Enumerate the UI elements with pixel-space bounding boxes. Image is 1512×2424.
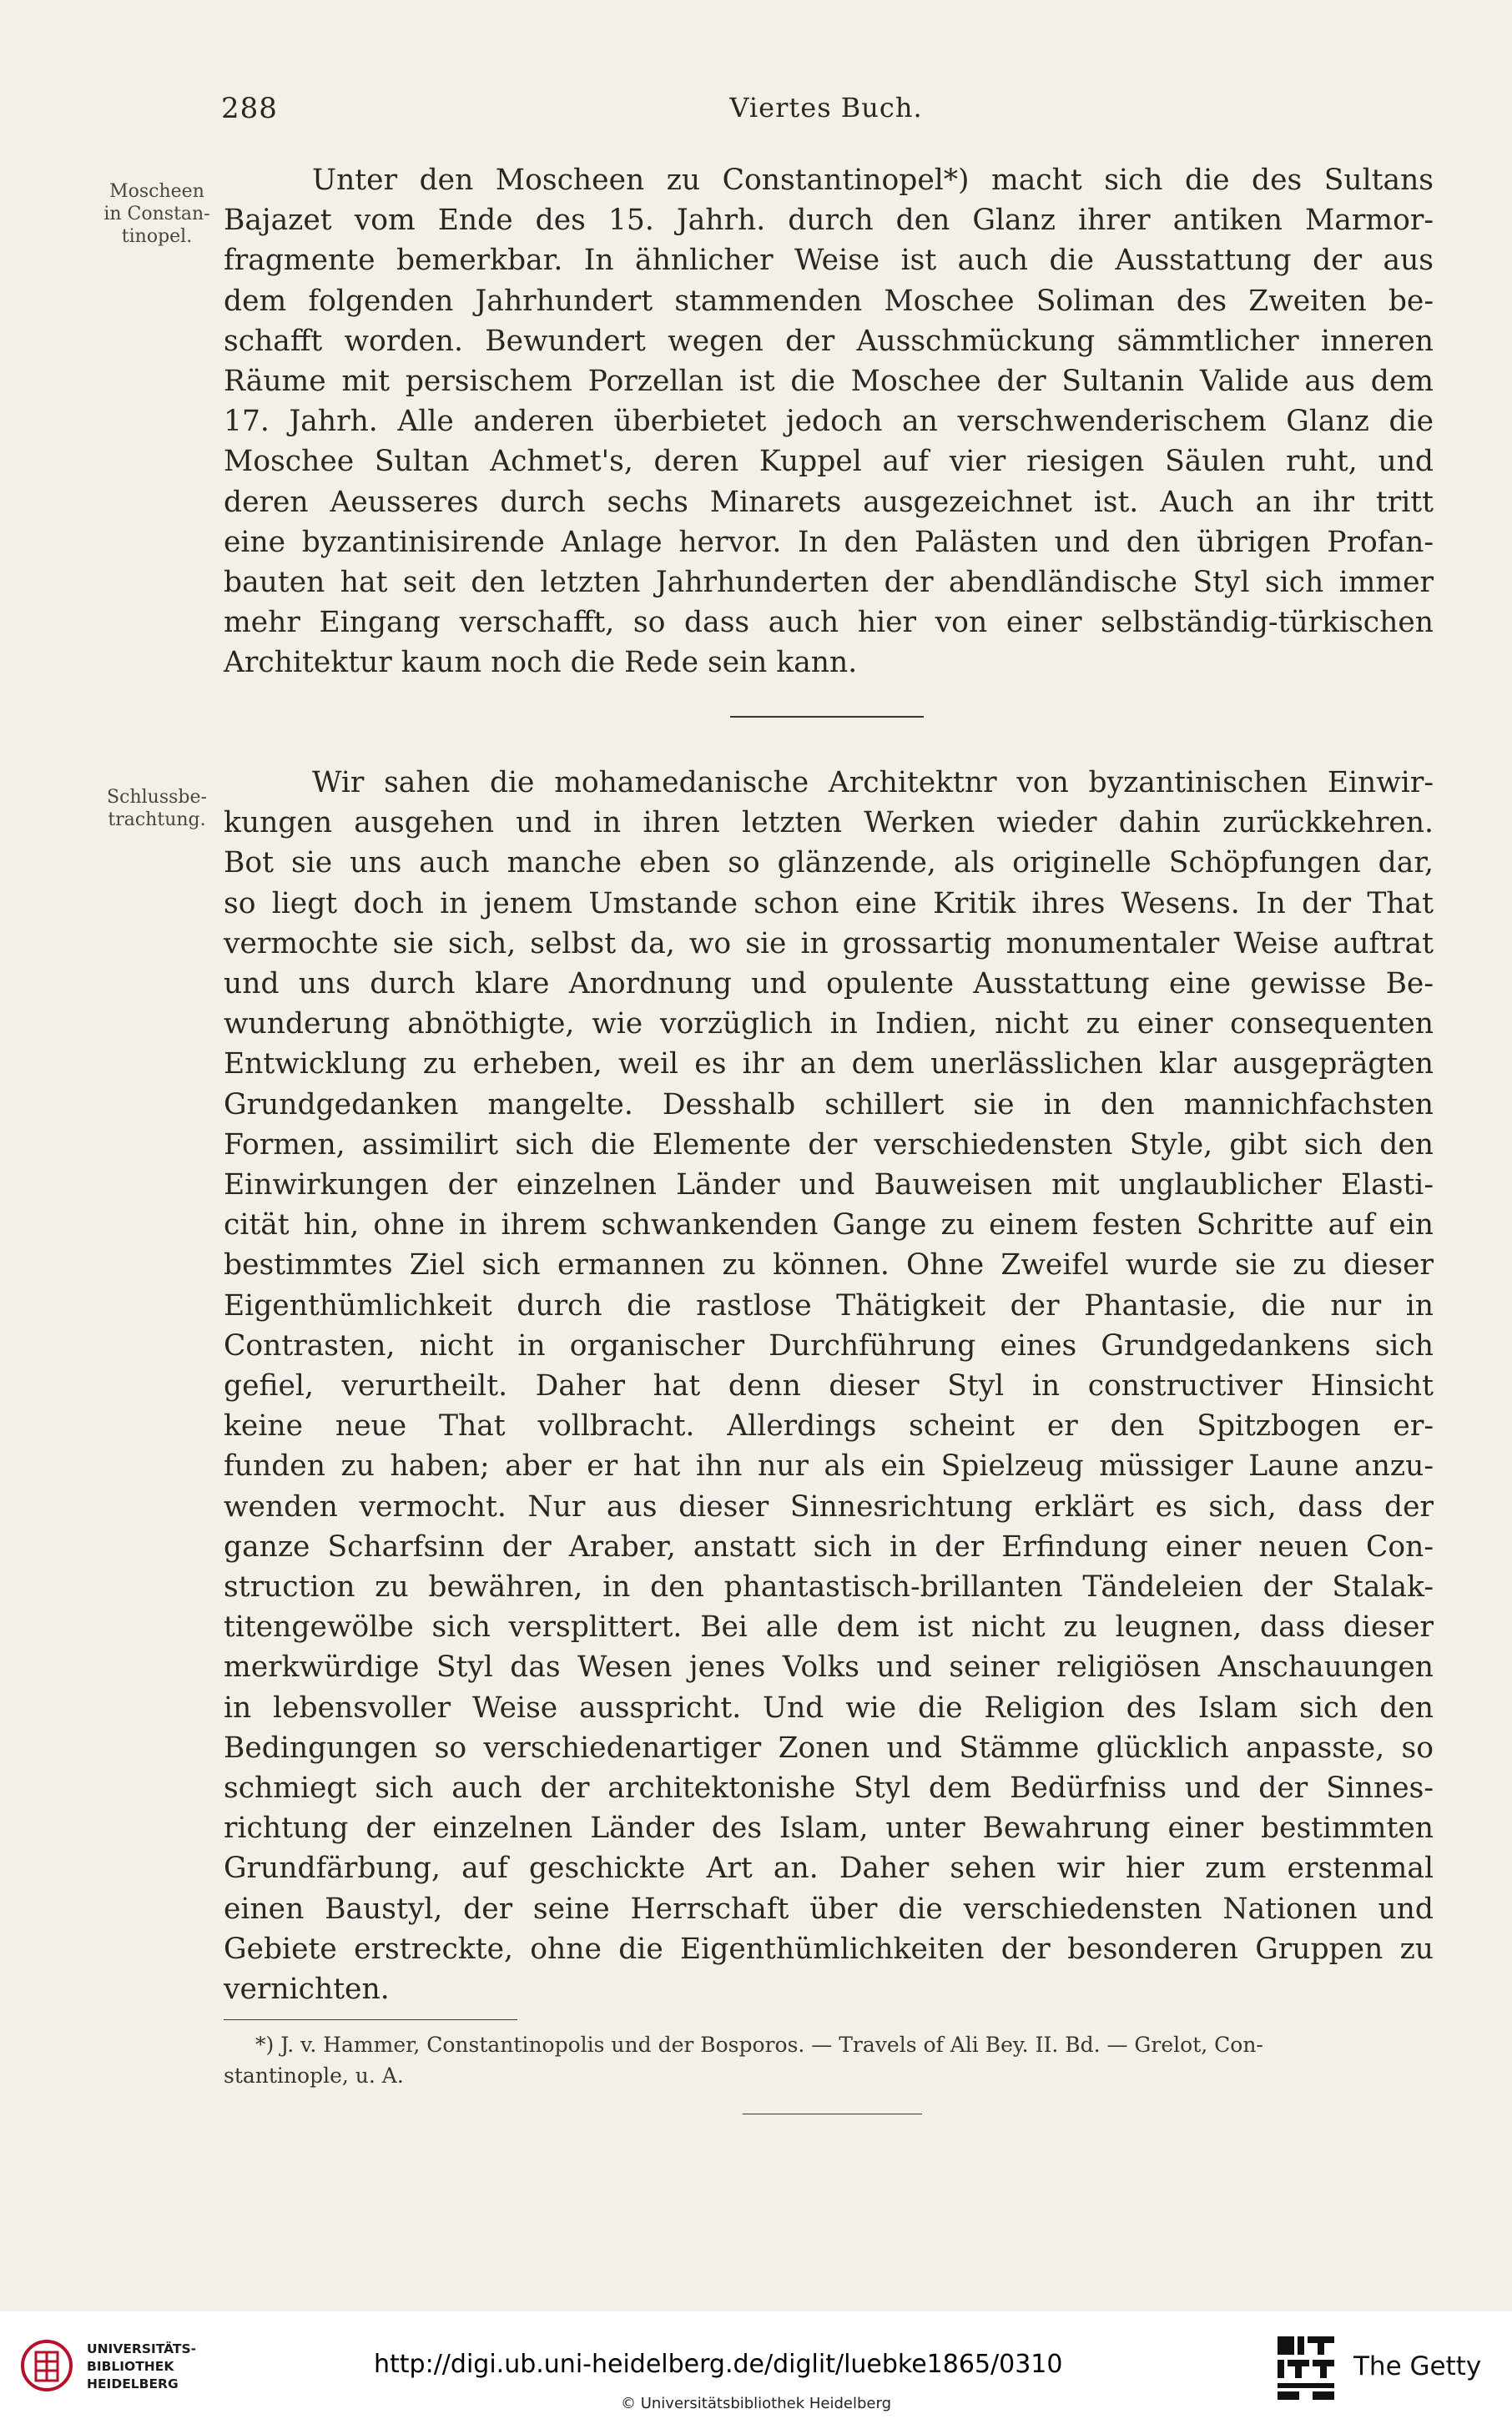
section-separator — [730, 716, 924, 718]
text-line: funden zu haben; aber er hat ihn nur als ein Spielzeug müssiger Laune anzu- — [224, 1449, 1434, 1484]
text-line: cität hin, ohne in ihrem schwankenden Gange zu einem festen Schritte auf ein — [224, 1208, 1434, 1242]
text-line: eine byzantinisirende Anlage hervor. In den Palästen und den übrigen Profan- — [224, 525, 1434, 559]
text-line: Bajazet vom Ende des 15. Jahrh. durch den Glanz ihrer antiken Marmor- — [224, 204, 1434, 238]
page-header — [221, 92, 1431, 134]
text-line: schmiegt sich auch der architektonishe Styl dem Bedürfniss und der Sinnes- — [224, 1771, 1434, 1806]
text-line: struction zu bewähren, in den phantastisch-brillanten Tändeleien der Stalak- — [224, 1570, 1434, 1605]
margin-note-line: trachtung. — [108, 809, 206, 830]
text-line: bestimmtes Ziel sich ermannen zu können. Ohne Zweifel wurde sie zu dieser — [224, 1248, 1434, 1283]
text-line: Unter den Moscheen zu Constantinopel*) macht sich die des Sultans — [312, 164, 1434, 197]
text-line: dem folgenden Jahrhundert stammenden Moschee Soliman des Zweiten be- — [224, 284, 1434, 318]
university-library-name-line: UNIVERSITÄTS- — [87, 2341, 197, 2356]
text-line: und uns durch klare Anordnung und opulente Ausstattung eine gewisse Be- — [224, 967, 1434, 1001]
text-line: bauten hat seit den letzten Jahrhunderten der abendländische Styl sich immer — [224, 566, 1434, 600]
text-line: Contrasten, nicht in organischer Durchführung eines Grundgedankens sich — [224, 1328, 1434, 1363]
text-line: Eigenthümlichkeit durch die rastlose Thätigkeit der Phantasie, die nur in — [224, 1288, 1434, 1323]
getty-name: The Getty — [1353, 2351, 1482, 2381]
text-line: deren Aeusseres durch sechs Minarets ausgezeichnet ist. Auch an ihr tritt — [224, 485, 1434, 519]
footnote-line: *) J. v. Hammer, Constantinopolis und der Bosporos. — Travels of Ali Bey. II. Bd. — Grelot, Con- — [255, 2033, 1263, 2057]
text-line: in lebensvoller Weise ausspricht. Und wie die Religion des Islam sich den — [224, 1691, 1434, 1725]
text-line: wenden vermocht. Nur aus dieser Sinnesrichtung erklärt es sich, dass der — [224, 1489, 1434, 1524]
text-line: einen Baustyl, der seine Herrschaft über die verschiedensten Nationen und — [224, 1892, 1434, 1926]
text-line: Gebiete erstreckte, ohne die Eigenthümlichkeiten der besonderen Gruppen zu — [224, 1932, 1434, 1966]
paragraph-moscheen — [224, 160, 1434, 683]
text-line: Moschee Sultan Achmet's, deren Kuppel auf vier riesigen Säulen ruht, und — [224, 445, 1434, 479]
page-number: 288 — [221, 92, 278, 125]
university-library-name — [87, 2341, 196, 2393]
text-line: richtung der einzelnen Länder des Islam, unter Bewahrung einer bestimmten — [224, 1812, 1434, 1846]
margin-note-line: Schlussbe- — [107, 787, 207, 808]
text-line: kungen ausgehen und in ihren letzten Werken wieder dahin zurückkehren. — [224, 806, 1434, 840]
text-line: wunderung abnöthigte, wie vorzüglich in Indien, nicht zu einer consequenten — [224, 1007, 1434, 1041]
margin-note-line: tinopel. — [121, 226, 193, 247]
margin-note-line: in Constan- — [103, 204, 210, 224]
text-line: schafft worden. Bewundert wegen der Ausschmückung sämmtlicher inneren — [224, 324, 1434, 358]
paragraph-schlussbetrachtung — [224, 763, 1434, 2009]
text-line: vermochte sie sich, selbst da, wo sie in grossartig monumentaler Weise auftrat — [224, 926, 1434, 960]
text-line: ganze Scharfsinn der Araber, anstatt sich in der Erfindung einer neuen Con- — [224, 1529, 1434, 1564]
text-line: mehr Eingang verschafft, so dass auch hier von einer selbständig-türkischen — [224, 606, 1434, 640]
text-line: Räume mit persischem Porzellan ist die Moschee der Sultanin Valide aus dem — [224, 365, 1434, 399]
running-head: Viertes Buch. — [729, 92, 923, 123]
text-line: Einwirkungen der einzelnen Länder und Bauweisen mit unglaublicher Elasti- — [224, 1168, 1434, 1202]
margin-note-schlussbetrachtung — [73, 786, 240, 831]
text-line: Grundgedanken mangelte. Desshalb schillert sie in den mannichfachsten — [224, 1087, 1434, 1121]
text-line: Bot sie uns auch manche eben so glänzende, als originelle Schöpfungen dar, — [224, 846, 1434, 880]
text-line: merkwürdige Styl das Wesen jenes Volks und seiner religiösen Anschauungen — [224, 1650, 1434, 1685]
margin-note-line: Moscheen — [109, 181, 204, 202]
footer-bar — [0, 2311, 1512, 2424]
text-line: 17. Jahrh. Alle anderen überbietet jedoch an verschwenderischem Glanz die — [224, 405, 1434, 439]
footnote-rule — [224, 2019, 517, 2020]
text-line: gefiel, verurtheilt. Daher hat denn dieser Styl in constructiver Hinsicht — [224, 1369, 1434, 1404]
university-library-logo-icon — [20, 2339, 73, 2392]
text-line: keine neue That vollbracht. Allerdings scheint er den Spitzbogen er- — [224, 1409, 1434, 1444]
text-line: Wir sahen die mohamedanische Architektnr von byzantinischen Einwir- — [312, 766, 1434, 799]
text-line: so liegt doch in jenem Umstande schon eine Kritik ihres Wesens. In der That — [224, 886, 1434, 920]
text-line: vernichten. — [224, 1973, 390, 2007]
footnote-line: stantinople, u. A. — [224, 2064, 404, 2088]
getty-logo-icon — [1273, 2333, 1339, 2403]
university-library-name-line: HEIDELBERG — [87, 2376, 179, 2391]
footnote — [224, 2029, 1434, 2091]
margin-note-moscheen — [73, 180, 240, 248]
text-line: Architektur kaum noch die Rede sein kann. — [224, 646, 858, 680]
text-line: Bedingungen so verschiedenartiger Zonen und Stämme glücklich anpasste, so — [224, 1731, 1434, 1765]
text-line: Formen, assimilirt sich die Elemente der verschiedensten Style, gibt sich den — [224, 1127, 1434, 1162]
copyright-notice: © Universitätsbibliothek Heidelberg — [620, 2395, 891, 2412]
text-line: Entwicklung zu erheben, weil es ihr an dem unerlässlichen klar ausgeprägten — [224, 1047, 1434, 1081]
text-line: Grundfärbung, auf geschickte Art an. Daher sehen wir hier zum erstenmal — [224, 1852, 1434, 1886]
permalink-url[interactable]: http://digi.ub.uni-heidelberg.de/diglit/luebke1865/0310 — [374, 2350, 1063, 2379]
university-library-name-line: BIBLIOTHEK — [87, 2359, 174, 2374]
text-line: titengewölbe sich versplittert. Bei alle dem ist nicht zu leugnen, dass dieser — [224, 1610, 1434, 1645]
text-line: fragmente bemerkbar. In ähnlicher Weise ist auch die Ausstattung der aus — [224, 244, 1434, 278]
